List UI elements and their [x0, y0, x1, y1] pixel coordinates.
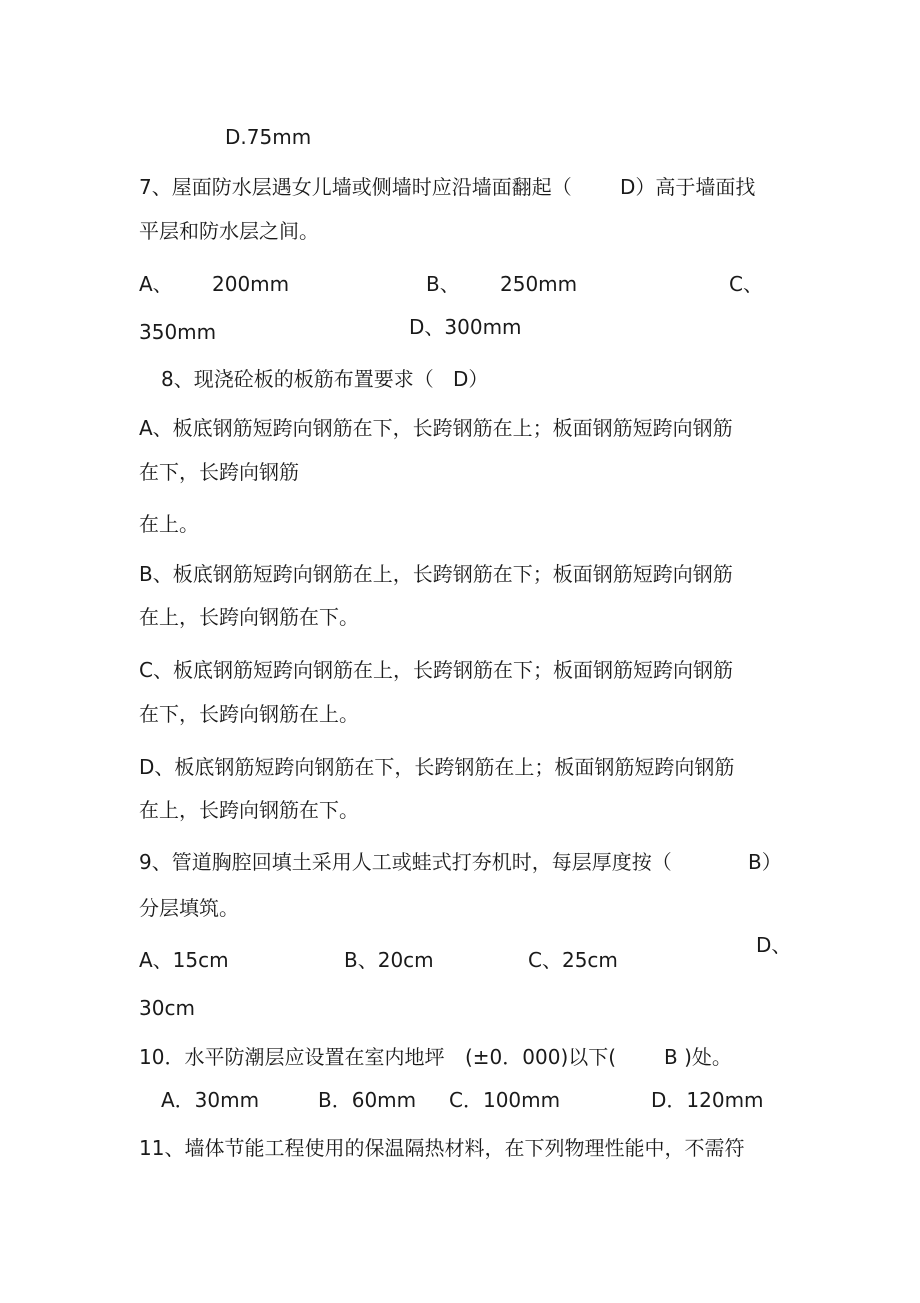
- q7-stem-line2: 平层和防水层之间。: [139, 219, 319, 243]
- q8-option-a-line1: A、板底钢筋短跨向钢筋在下，长跨钢筋在上；板面钢筋短跨向钢筋: [139, 416, 733, 440]
- q8-option-a-line3: 在上。: [139, 512, 199, 536]
- q8-option-d-line1: D、板底钢筋短跨向钢筋在下，长跨钢筋在上；板面钢筋短跨向钢筋: [139, 755, 735, 779]
- q8-option-b-line2: 在上，长跨向钢筋在下。: [139, 605, 359, 629]
- q8-option-d-line2: 在上，长跨向钢筋在下。: [139, 798, 359, 822]
- q7-option-a-value: 200mm: [212, 272, 290, 296]
- q8-option-b-line1: B、板底钢筋短跨向钢筋在上，长跨钢筋在下；板面钢筋短跨向钢筋: [139, 562, 733, 586]
- q7-option-b-value: 250mm: [500, 272, 578, 296]
- q9-stem-line1: 9、管道胸腔回填土采用人工或蛙式打夯机时，每层厚度按（: [139, 850, 672, 874]
- q7-answer: D）高于墙面找: [620, 175, 756, 199]
- q8-option-a-line2: 在下，长跨向钢筋: [139, 460, 299, 484]
- q10-option-a: A．30mm: [161, 1088, 260, 1112]
- q9-option-a: A、15cm: [139, 948, 229, 972]
- q8-stem: 8、现浇砼板的板筋布置要求（: [161, 367, 434, 391]
- q10-answer: B )处。: [664, 1045, 732, 1069]
- q9-option-d: D、: [756, 933, 792, 957]
- q8-option-c-line1: C、板底钢筋短跨向钢筋在上，长跨钢筋在下；板面钢筋短跨向钢筋: [139, 658, 733, 682]
- q10-option-c: C．100mm: [449, 1088, 561, 1112]
- q11-stem: 11、墙体节能工程使用的保温隔热材料，在下列物理性能中，不需符: [139, 1136, 745, 1160]
- q8-answer: D）: [453, 367, 489, 391]
- q9-stem-line2: 分层填筑。: [139, 896, 239, 920]
- q7-option-c: C、: [729, 272, 763, 296]
- q7-option-b: B、: [426, 272, 460, 296]
- q7-stem-line1: 7、屋面防水层遇女儿墙或侧墙时应沿墙面翻起（: [139, 175, 572, 199]
- q10-stem: 10．水平防潮层应设置在室内地坪: [139, 1045, 445, 1069]
- q7-option-a: A、: [139, 272, 173, 296]
- q10-stem-middle: (±0．000)以下(: [465, 1045, 617, 1069]
- q7-option-c-value: 350mm: [139, 320, 217, 344]
- q6-option-d: D.75mm: [225, 125, 312, 149]
- q9-option-b: B、20cm: [344, 948, 434, 972]
- q7-option-d: D、300mm: [409, 315, 522, 339]
- q9-answer: B）: [748, 850, 782, 874]
- q10-option-d: D．120mm: [651, 1088, 764, 1112]
- q10-option-b: B．60mm: [318, 1088, 417, 1112]
- q9-option-d-value: 30cm: [139, 996, 195, 1020]
- q9-option-c: C、25cm: [528, 948, 618, 972]
- q8-option-c-line2: 在下，长跨向钢筋在上。: [139, 702, 359, 726]
